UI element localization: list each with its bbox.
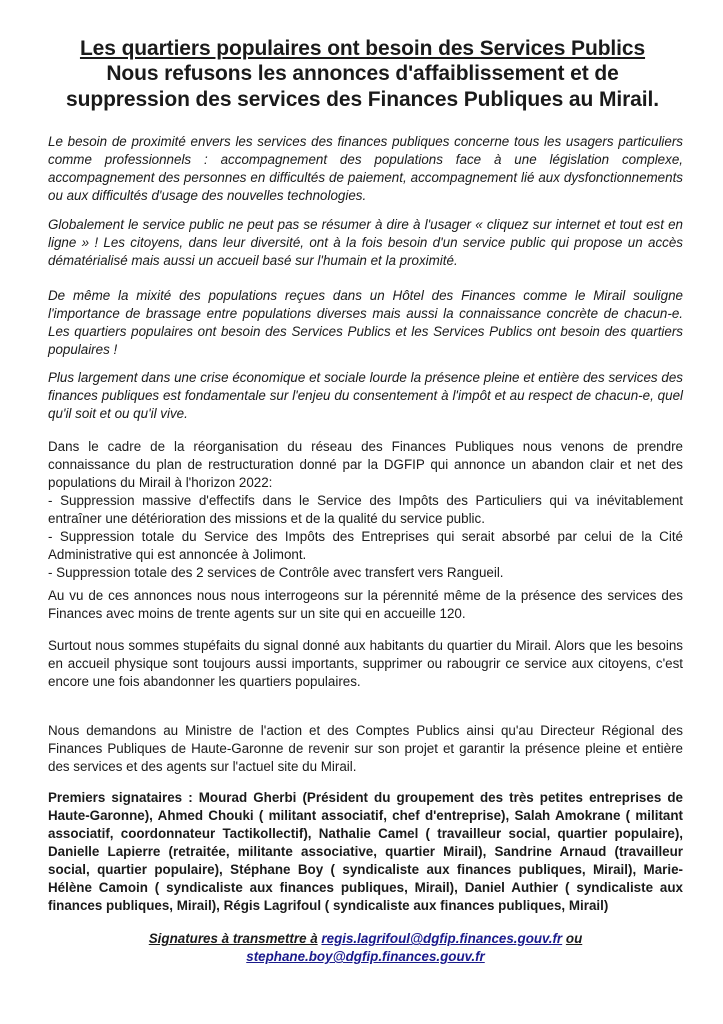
- bullet-item: - Suppression massive d'effectifs dans le Service des Impôts des Particuliers qui va inévitablement entraîner une détérioration des missions et de la qualité du service public.: [48, 493, 683, 526]
- paragraph-staffing: Au vu de ces annonces nous nous interrogeons sur la pérennité même de la présence des services des Finances avec moins de trente agents sur un site qui en accueille 120.: [48, 588, 683, 621]
- reorganisation-intro: Dans le cadre de la réorganisation du réseau des Finances Publiques nous venons de prendre connaissance du plan de restructuration donné par la DGFIP qui annonce un abandon clair et net des populations du Mirail à l'horizon 2022:: [48, 439, 683, 490]
- paragraph-demand: Nous demandons au Ministre de l'action et des Comptes Publics ainsi qu'au Directeur Régional des Finances Publiques de Haute-Garonne de revenir sur son projet et garantir la présence pleine et entière des services et des agents sur l'actuel site du Mirail.: [48, 723, 683, 774]
- bullet-item: - Suppression totale du Service des Impôts des Entreprises qui serait absorbé par celui de la Cité Administrative qui est annoncée à Jolimont.: [48, 529, 683, 562]
- paragraph-diversity: De même la mixité des populations reçues dans un Hôtel des Finances comme le Mirail souligne l'importance de brassage entre populations diverses mais aussi la connaissance concrète de chacun-e. Les quartiers populaires ont besoin des Services Publics et les Services Publics ont besoin des quartiers populaires !: [48, 288, 683, 357]
- paragraph-signal: Surtout nous sommes stupéfaits du signal donné aux habitants du quartier du Mirail. Alors que les besoins en accueil physique sont toujours aussi importants, supprimer ou rabougrir ce service aux citoyens, c'est encore une fois abandonner les quartiers populaires.: [48, 638, 683, 689]
- footer-signatures: [48, 930, 683, 966]
- signatories-list: Premiers signataires : Mourad Gherbi (Président du groupement des très petites entreprises de Haute-Garonne), Ahmed Chouki ( militant associatif, chef d'entreprise), Salah Amokrane ( militant associatif, coordonnateur Tactikollectif), Nathalie Camel ( travailleur social, quartier populaire), Danielle Lapierre (retraitée, militante associative, quartier Mirail), Sandrine Arnaud (travailleur social, quartier populaire), Stéphane Boy ( syndicaliste aux finances publiques, Mirail), Marie-Hélène Camoin ( syndicaliste aux finances publiques, Mirail), Daniel Authier ( syndicaliste aux finances publiques, Mirail), Régis Lagrifoul ( syndicaliste aux finances publiques, Mirail): [48, 790, 683, 913]
- bullet-item: - Suppression totale des 2 services de Contrôle avec transfert vers Rangueil.: [48, 565, 504, 580]
- paragraph-reorganisation: [48, 438, 683, 582]
- paragraph-public-service: Globalement le service public ne peut pas se résumer à dire à l'usager « cliquez sur internet et tout est en ligne » ! Les citoyens, dans leur diversité, ont à la fois besoin d'un service public qui propose un accès dématérialisé mais aussi un accueil basé sur l'humain et la proximité.: [48, 217, 683, 268]
- page-subtitle-line-1: Nous refusons les annonces d'affaiblissement et de: [106, 62, 619, 85]
- footer-conjunction: ou: [565, 931, 583, 946]
- email-link-stephane[interactable]: stephane.boy@dgfip.finances.gouv.fr: [246, 949, 485, 964]
- footer-label: Signatures à transmettre à: [148, 931, 318, 946]
- paragraph-crisis: Plus largement dans une crise économique et sociale lourde la présence pleine et entière des services des finances publiques est fondamentale sur l'enjeu du consentement à l'impôt et au respect de chacun-e, quel qu'il soit et ou qu'il vive.: [48, 370, 683, 421]
- page-subtitle-line-2: suppression des services des Finances Publiques au Mirail.: [66, 88, 659, 111]
- title-block: [40, 36, 685, 113]
- paragraph-proximity: Le besoin de proximité envers les services des finances publiques concerne tous les usagers particuliers comme professionnels : accompagnement des populations face à une législation complexe, accompagnement des personnes en difficultés de paiement, accompagnement lié aux dysfonctionnements ou aux difficultés d'usage des nouvelles technologies.: [48, 134, 683, 203]
- email-link-regis[interactable]: regis.lagrifoul@dgfip.finances.gouv.fr: [321, 931, 563, 946]
- page-title: Les quartiers populaires ont besoin des Services Publics: [79, 37, 646, 60]
